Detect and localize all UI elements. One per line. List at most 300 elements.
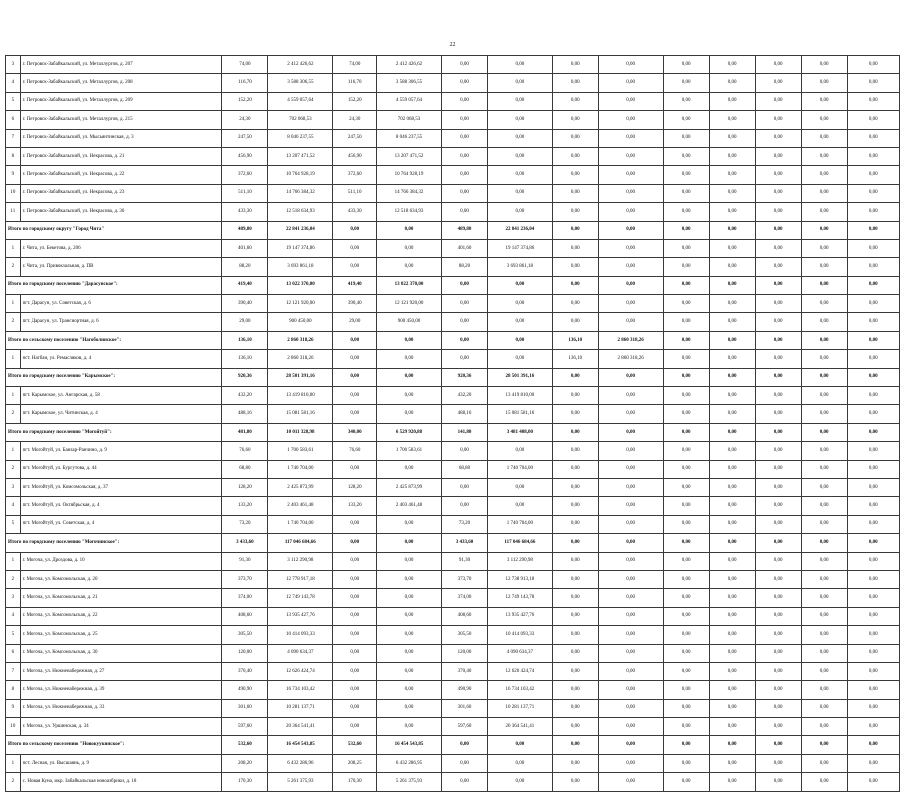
value-cell: 372,60	[222, 166, 268, 184]
value-cell: 0,00	[333, 589, 377, 607]
value-cell: 0,00	[333, 239, 377, 257]
value-cell: 88,20	[441, 258, 487, 276]
address-cell: г. Петровск-Забайкальский, ул. Металлургов, д. 208	[20, 74, 222, 92]
value-cell: 136,10	[552, 331, 598, 349]
value-cell: 0,00	[598, 515, 663, 533]
value-cell: 0,00	[552, 515, 598, 533]
value-cell: 0,00	[709, 534, 755, 552]
table-row	[6, 552, 900, 570]
address-cell: пгт. Могойтуй, ул. Советская, д. 4	[20, 515, 222, 533]
value-cell: 0,00	[801, 203, 847, 221]
row-number: 2	[6, 773, 21, 791]
value-cell: 0,00	[801, 589, 847, 607]
value-cell: 0,00	[755, 111, 801, 129]
value-cell: 0,00	[709, 239, 755, 257]
value-cell: 0,00	[847, 331, 899, 349]
value-cell: 0,00	[663, 626, 709, 644]
value-cell: 488,16	[441, 405, 487, 423]
value-cell: 490,90	[441, 681, 487, 699]
value-cell: 5 261 375,93	[268, 773, 333, 791]
address-cell: г. Петровск-Забайкальский, ул. Мысьянтинская, д. 3	[20, 129, 222, 147]
value-cell: 136,10	[222, 331, 268, 349]
value-cell: 0,00	[847, 368, 899, 386]
value-cell: 0,00	[663, 699, 709, 717]
value-cell: 0,00	[598, 74, 663, 92]
address-cell: г. Чита, ул. Привокзальная, д. ПВ	[20, 258, 222, 276]
value-cell: 0,00	[552, 754, 598, 772]
value-cell: 0,00	[847, 387, 899, 405]
value-cell: 0,00	[755, 295, 801, 313]
address-cell: г. Петровск-Забайкальский, ул. Некрасова, д. 22	[20, 166, 222, 184]
value-cell: 15 081 581,16	[268, 405, 333, 423]
value-cell: 1 700 583,61	[268, 442, 333, 460]
value-cell: 2 860 318,26	[268, 331, 333, 349]
table-row	[6, 313, 900, 331]
value-cell: 0,00	[333, 221, 377, 239]
value-cell: 0,00	[709, 478, 755, 496]
value-cell: 12 749 143,78	[487, 589, 552, 607]
value-cell: 0,00	[801, 331, 847, 349]
value-cell: 401,60	[222, 239, 268, 257]
value-cell: 0,00	[377, 350, 442, 368]
value-cell: 0,00	[801, 534, 847, 552]
value-cell: 0,00	[441, 497, 487, 515]
value-cell: 0,00	[598, 718, 663, 736]
value-cell: 0,00	[801, 460, 847, 478]
value-cell: 247,50	[333, 129, 377, 147]
value-cell: 0,00	[847, 681, 899, 699]
row-number: 10	[6, 184, 21, 202]
value-cell: 920,36	[441, 368, 487, 386]
value-cell: 12 778 917,18	[268, 570, 333, 588]
value-cell: 0,00	[598, 497, 663, 515]
value-cell: 0,00	[709, 203, 755, 221]
value-cell: 0,00	[801, 644, 847, 662]
value-cell: 0,00	[755, 773, 801, 791]
address-cell: пгт. Могойтуй, ул. Банзар-Ранчино, д. 9	[20, 442, 222, 460]
table-row	[6, 497, 900, 515]
row-number: 1	[6, 442, 21, 460]
value-cell: 0,00	[441, 442, 487, 460]
value-cell: 136,10	[222, 350, 268, 368]
table-row	[6, 239, 900, 257]
table-row	[6, 718, 900, 736]
value-cell: 208,20	[222, 754, 268, 772]
value-cell: 373,70	[222, 570, 268, 588]
value-cell: 0,00	[801, 681, 847, 699]
subtotal-label: Итого по сельскому поселению "Новокуукинское":	[6, 736, 222, 754]
value-cell: 0,00	[709, 570, 755, 588]
value-cell: 0,00	[755, 607, 801, 625]
value-cell: 0,00	[552, 129, 598, 147]
value-cell: 116,70	[222, 74, 268, 92]
value-cell: 0,00	[377, 718, 442, 736]
row-number: 1	[6, 239, 21, 257]
value-cell: 2 860 318,26	[598, 331, 663, 349]
housing-program-table	[5, 55, 900, 792]
value-cell: 24,30	[333, 111, 377, 129]
value-cell: 0,00	[847, 295, 899, 313]
value-cell: 0,00	[755, 74, 801, 92]
row-number: 8	[6, 681, 21, 699]
table-row	[6, 570, 900, 588]
value-cell: 390,40	[222, 295, 268, 313]
value-cell: 0,00	[377, 534, 442, 552]
value-cell: 433,30	[222, 203, 268, 221]
value-cell: 301,60	[441, 699, 487, 717]
row-number: 4	[6, 497, 21, 515]
value-cell: 0,00	[847, 405, 899, 423]
value-cell: 0,00	[663, 497, 709, 515]
address-cell: пгт. Дарасун, ул. Советская, д. 6	[20, 295, 222, 313]
value-cell: 0,00	[487, 111, 552, 129]
value-cell: 0,00	[552, 368, 598, 386]
value-cell: 0,00	[663, 515, 709, 533]
value-cell: 120,00	[441, 644, 487, 662]
value-cell: 0,00	[847, 442, 899, 460]
value-cell: 0,00	[663, 478, 709, 496]
value-cell: 419,40	[333, 276, 377, 294]
value-cell: 0,00	[663, 276, 709, 294]
value-cell: 0,00	[487, 166, 552, 184]
value-cell: 10 281 137,71	[268, 699, 333, 717]
value-cell: 14 766 384,32	[377, 184, 442, 202]
value-cell: 0,00	[598, 754, 663, 772]
page-number: 22	[449, 42, 456, 48]
value-cell: 28 501 391,16	[268, 368, 333, 386]
value-cell: 133,20	[222, 497, 268, 515]
value-cell: 0,00	[377, 699, 442, 717]
subtotal-row	[6, 276, 900, 294]
row-number: 2	[6, 258, 21, 276]
table-row	[6, 589, 900, 607]
value-cell: 0,00	[801, 662, 847, 680]
value-cell: 4 090 634,37	[268, 644, 333, 662]
value-cell: 390,40	[333, 295, 377, 313]
value-cell: 0,00	[377, 589, 442, 607]
value-cell: 433,30	[333, 203, 377, 221]
value-cell: 0,00	[709, 313, 755, 331]
value-cell: 76,60	[333, 442, 377, 460]
row-number: 2	[6, 570, 21, 588]
value-cell: 0,00	[663, 295, 709, 313]
value-cell: 0,00	[552, 166, 598, 184]
value-cell: 14 766 384,32	[268, 184, 333, 202]
value-cell: 0,00	[598, 442, 663, 460]
value-cell: 3 112 290,98	[268, 552, 333, 570]
value-cell: 0,00	[552, 74, 598, 92]
value-cell: 0,00	[487, 184, 552, 202]
value-cell: 0,00	[598, 239, 663, 257]
value-cell: 0,00	[598, 221, 663, 239]
value-cell: 0,00	[847, 423, 899, 441]
value-cell: 2 403 461,48	[268, 497, 333, 515]
row-number: 3	[6, 589, 21, 607]
value-cell: 0,00	[552, 736, 598, 754]
address-cell: пгт. Могойтуй, ул. Октябрьская, д. 4	[20, 497, 222, 515]
value-cell: 0,00	[847, 221, 899, 239]
address-cell: г. Петровск-Забайкальский, ул. Некрасова, д. 21	[20, 147, 222, 165]
table-row	[6, 405, 900, 423]
table-row	[6, 773, 900, 791]
value-cell: 0,00	[801, 387, 847, 405]
value-cell: 0,00	[377, 460, 442, 478]
address-cell: г. Могоча, ул. Нижненабережная, д. 27	[20, 662, 222, 680]
value-cell: 4 559 057,64	[377, 92, 442, 110]
value-cell: 305,50	[222, 626, 268, 644]
value-cell: 0,00	[441, 92, 487, 110]
table-row	[6, 295, 900, 313]
value-cell: 2 860 318,26	[268, 350, 333, 368]
value-cell: 0,00	[333, 460, 377, 478]
value-cell: 374,00	[222, 589, 268, 607]
value-cell: 0,00	[377, 331, 442, 349]
value-cell: 20 364 541,41	[487, 718, 552, 736]
table-row	[6, 515, 900, 533]
row-number: 4	[6, 607, 21, 625]
table-row	[6, 460, 900, 478]
value-cell: 0,00	[552, 387, 598, 405]
value-cell: 0,00	[755, 239, 801, 257]
value-cell: 0,00	[598, 644, 663, 662]
value-cell: 136,10	[552, 350, 598, 368]
value-cell: 511,10	[222, 184, 268, 202]
value-cell: 3 481 408,00	[487, 423, 552, 441]
value-cell: 0,00	[487, 56, 552, 74]
value-cell: 0,00	[709, 258, 755, 276]
value-cell: 0,00	[755, 460, 801, 478]
table-row	[6, 387, 900, 405]
value-cell: 0,00	[847, 74, 899, 92]
value-cell: 0,00	[487, 129, 552, 147]
value-cell: 0,00	[663, 313, 709, 331]
value-cell: 0,00	[801, 699, 847, 717]
value-cell: 0,00	[755, 423, 801, 441]
value-cell: 0,00	[377, 644, 442, 662]
value-cell: 0,00	[333, 681, 377, 699]
value-cell: 0,00	[333, 258, 377, 276]
value-cell: 0,00	[663, 129, 709, 147]
table-row	[6, 129, 900, 147]
value-cell: 0,00	[755, 662, 801, 680]
address-cell: г. Могоча, ул. Комсомольская, д. 25	[20, 626, 222, 644]
value-cell: 0,00	[847, 718, 899, 736]
value-cell: 0,00	[441, 754, 487, 772]
value-cell: 0,00	[847, 478, 899, 496]
value-cell: 0,00	[487, 754, 552, 772]
value-cell: 0,00	[709, 442, 755, 460]
value-cell: 490,90	[222, 681, 268, 699]
value-cell: 0,00	[552, 203, 598, 221]
value-cell: 0,00	[755, 276, 801, 294]
value-cell: 0,00	[333, 552, 377, 570]
value-cell: 3 588 306,55	[377, 74, 442, 92]
value-cell: 0,00	[755, 552, 801, 570]
value-cell: 0,00	[441, 129, 487, 147]
value-cell: 2 412 426,62	[268, 56, 333, 74]
value-cell: 0,00	[663, 184, 709, 202]
value-cell: 29,00	[333, 313, 377, 331]
value-cell: 16 454 543,85	[377, 736, 442, 754]
value-cell: 117 046 684,66	[487, 534, 552, 552]
value-cell: 0,00	[333, 662, 377, 680]
value-cell: 74,00	[222, 56, 268, 74]
table-row	[6, 74, 900, 92]
value-cell: 68,80	[441, 460, 487, 478]
value-cell: 0,00	[333, 405, 377, 423]
value-cell: 0,00	[552, 276, 598, 294]
value-cell: 0,00	[333, 644, 377, 662]
subtotal-label: Итого по городскому поселению "Дарасунское":	[6, 276, 222, 294]
subtotal-label: Итого по городскому поселению "Карымское":	[6, 368, 222, 386]
value-cell: 0,00	[755, 644, 801, 662]
value-cell: 0,00	[598, 147, 663, 165]
value-cell: 0,00	[552, 534, 598, 552]
value-cell: 0,00	[755, 754, 801, 772]
address-cell: пгт. Карымское, ул. Читинская, д. 4	[20, 405, 222, 423]
value-cell: 0,00	[709, 111, 755, 129]
value-cell: 0,00	[847, 92, 899, 110]
value-cell: 0,00	[847, 754, 899, 772]
value-cell: 0,00	[709, 515, 755, 533]
address-cell: г. Могоча, ул. Нижненабережная, д. 39	[20, 681, 222, 699]
value-cell: 0,00	[552, 184, 598, 202]
value-cell: 0,00	[663, 239, 709, 257]
value-cell: 5 261 375,93	[377, 773, 442, 791]
value-cell: 0,00	[755, 534, 801, 552]
value-cell: 0,00	[847, 166, 899, 184]
value-cell: 0,00	[847, 589, 899, 607]
row-number: 9	[6, 699, 21, 717]
value-cell: 2 403 461,48	[377, 497, 442, 515]
value-cell: 0,00	[663, 423, 709, 441]
value-cell: 0,00	[663, 166, 709, 184]
value-cell: 0,00	[755, 221, 801, 239]
row-number: 11	[6, 203, 21, 221]
table-row	[6, 626, 900, 644]
value-cell: 0,00	[801, 607, 847, 625]
value-cell: 0,00	[801, 184, 847, 202]
value-cell: 0,00	[709, 497, 755, 515]
value-cell: 0,00	[441, 184, 487, 202]
value-cell: 0,00	[755, 56, 801, 74]
value-cell: 0,00	[663, 92, 709, 110]
value-cell: 0,00	[663, 147, 709, 165]
value-cell: 0,00	[755, 258, 801, 276]
value-cell: 0,00	[487, 92, 552, 110]
value-cell: 0,00	[441, 111, 487, 129]
subtotal-row	[6, 736, 900, 754]
table-row	[6, 258, 900, 276]
value-cell: 0,00	[801, 111, 847, 129]
value-cell: 0,00	[755, 736, 801, 754]
row-number: 10	[6, 718, 21, 736]
value-cell: 0,00	[847, 534, 899, 552]
value-cell: 0,00	[847, 111, 899, 129]
value-cell: 0,00	[333, 699, 377, 717]
address-cell: пст. Нагбан, ул. Ремасляков, д. 4	[20, 350, 222, 368]
value-cell: 12 626 424,74	[268, 662, 333, 680]
row-number: 2	[6, 460, 21, 478]
value-cell: 12 518 634,93	[377, 203, 442, 221]
value-cell: 532,60	[333, 736, 377, 754]
value-cell: 13 935 427,76	[487, 607, 552, 625]
value-cell: 0,00	[333, 350, 377, 368]
value-cell: 0,00	[801, 442, 847, 460]
value-cell: 0,00	[552, 718, 598, 736]
value-cell: 0,00	[663, 258, 709, 276]
row-number: 1	[6, 552, 21, 570]
value-cell: 920,36	[222, 368, 268, 386]
value-cell: 0,00	[663, 534, 709, 552]
row-number: 5	[6, 626, 21, 644]
value-cell: 0,00	[598, 626, 663, 644]
value-cell: 0,00	[847, 203, 899, 221]
value-cell: 0,00	[801, 754, 847, 772]
value-cell: 0,00	[487, 276, 552, 294]
value-cell: 10 414 093,33	[268, 626, 333, 644]
value-cell: 128,20	[222, 478, 268, 496]
value-cell: 0,00	[333, 626, 377, 644]
value-cell: 0,00	[801, 221, 847, 239]
value-cell: 0,00	[663, 56, 709, 74]
address-cell: г. Могоча, ул. Комсомольская, д. 20	[20, 570, 222, 588]
value-cell: 0,00	[598, 607, 663, 625]
value-cell: 0,00	[487, 773, 552, 791]
value-cell: 0,00	[801, 515, 847, 533]
value-cell: 0,00	[801, 166, 847, 184]
value-cell: 0,00	[598, 276, 663, 294]
value-cell: 0,00	[598, 699, 663, 717]
value-cell: 120,00	[222, 644, 268, 662]
value-cell: 0,00	[487, 331, 552, 349]
value-cell: 13 022 370,00	[268, 276, 333, 294]
value-cell: 0,00	[552, 681, 598, 699]
table-row	[6, 699, 900, 717]
value-cell: 0,00	[847, 184, 899, 202]
value-cell: 0,00	[552, 423, 598, 441]
value-cell: 456,90	[333, 147, 377, 165]
value-cell: 8 046 237,55	[268, 129, 333, 147]
value-cell: 372,60	[333, 166, 377, 184]
value-cell: 0,00	[709, 773, 755, 791]
table-row	[6, 607, 900, 625]
value-cell: 370,40	[222, 662, 268, 680]
value-cell: 0,00	[709, 662, 755, 680]
value-cell: 3 433,60	[441, 534, 487, 552]
row-number: 3	[6, 56, 21, 74]
value-cell: 0,00	[801, 405, 847, 423]
value-cell: 0,00	[441, 350, 487, 368]
address-cell: г. Петровск-Забайкальский, ул. Металлургов, д. 207	[20, 56, 222, 74]
value-cell: 19 147 374,86	[268, 239, 333, 257]
value-cell: 0,00	[755, 497, 801, 515]
value-cell: 0,00	[598, 203, 663, 221]
value-cell: 0,00	[663, 111, 709, 129]
value-cell: 0,00	[598, 56, 663, 74]
value-cell: 0,00	[377, 570, 442, 588]
table-body	[6, 56, 900, 792]
value-cell: 0,00	[847, 626, 899, 644]
value-cell: 0,00	[709, 423, 755, 441]
row-number: 1	[6, 387, 21, 405]
row-number: 3	[6, 478, 21, 496]
subtotal-row	[6, 423, 900, 441]
value-cell: 0,00	[709, 331, 755, 349]
value-cell: 0,00	[847, 460, 899, 478]
value-cell: 456,90	[222, 147, 268, 165]
value-cell: 0,00	[755, 387, 801, 405]
